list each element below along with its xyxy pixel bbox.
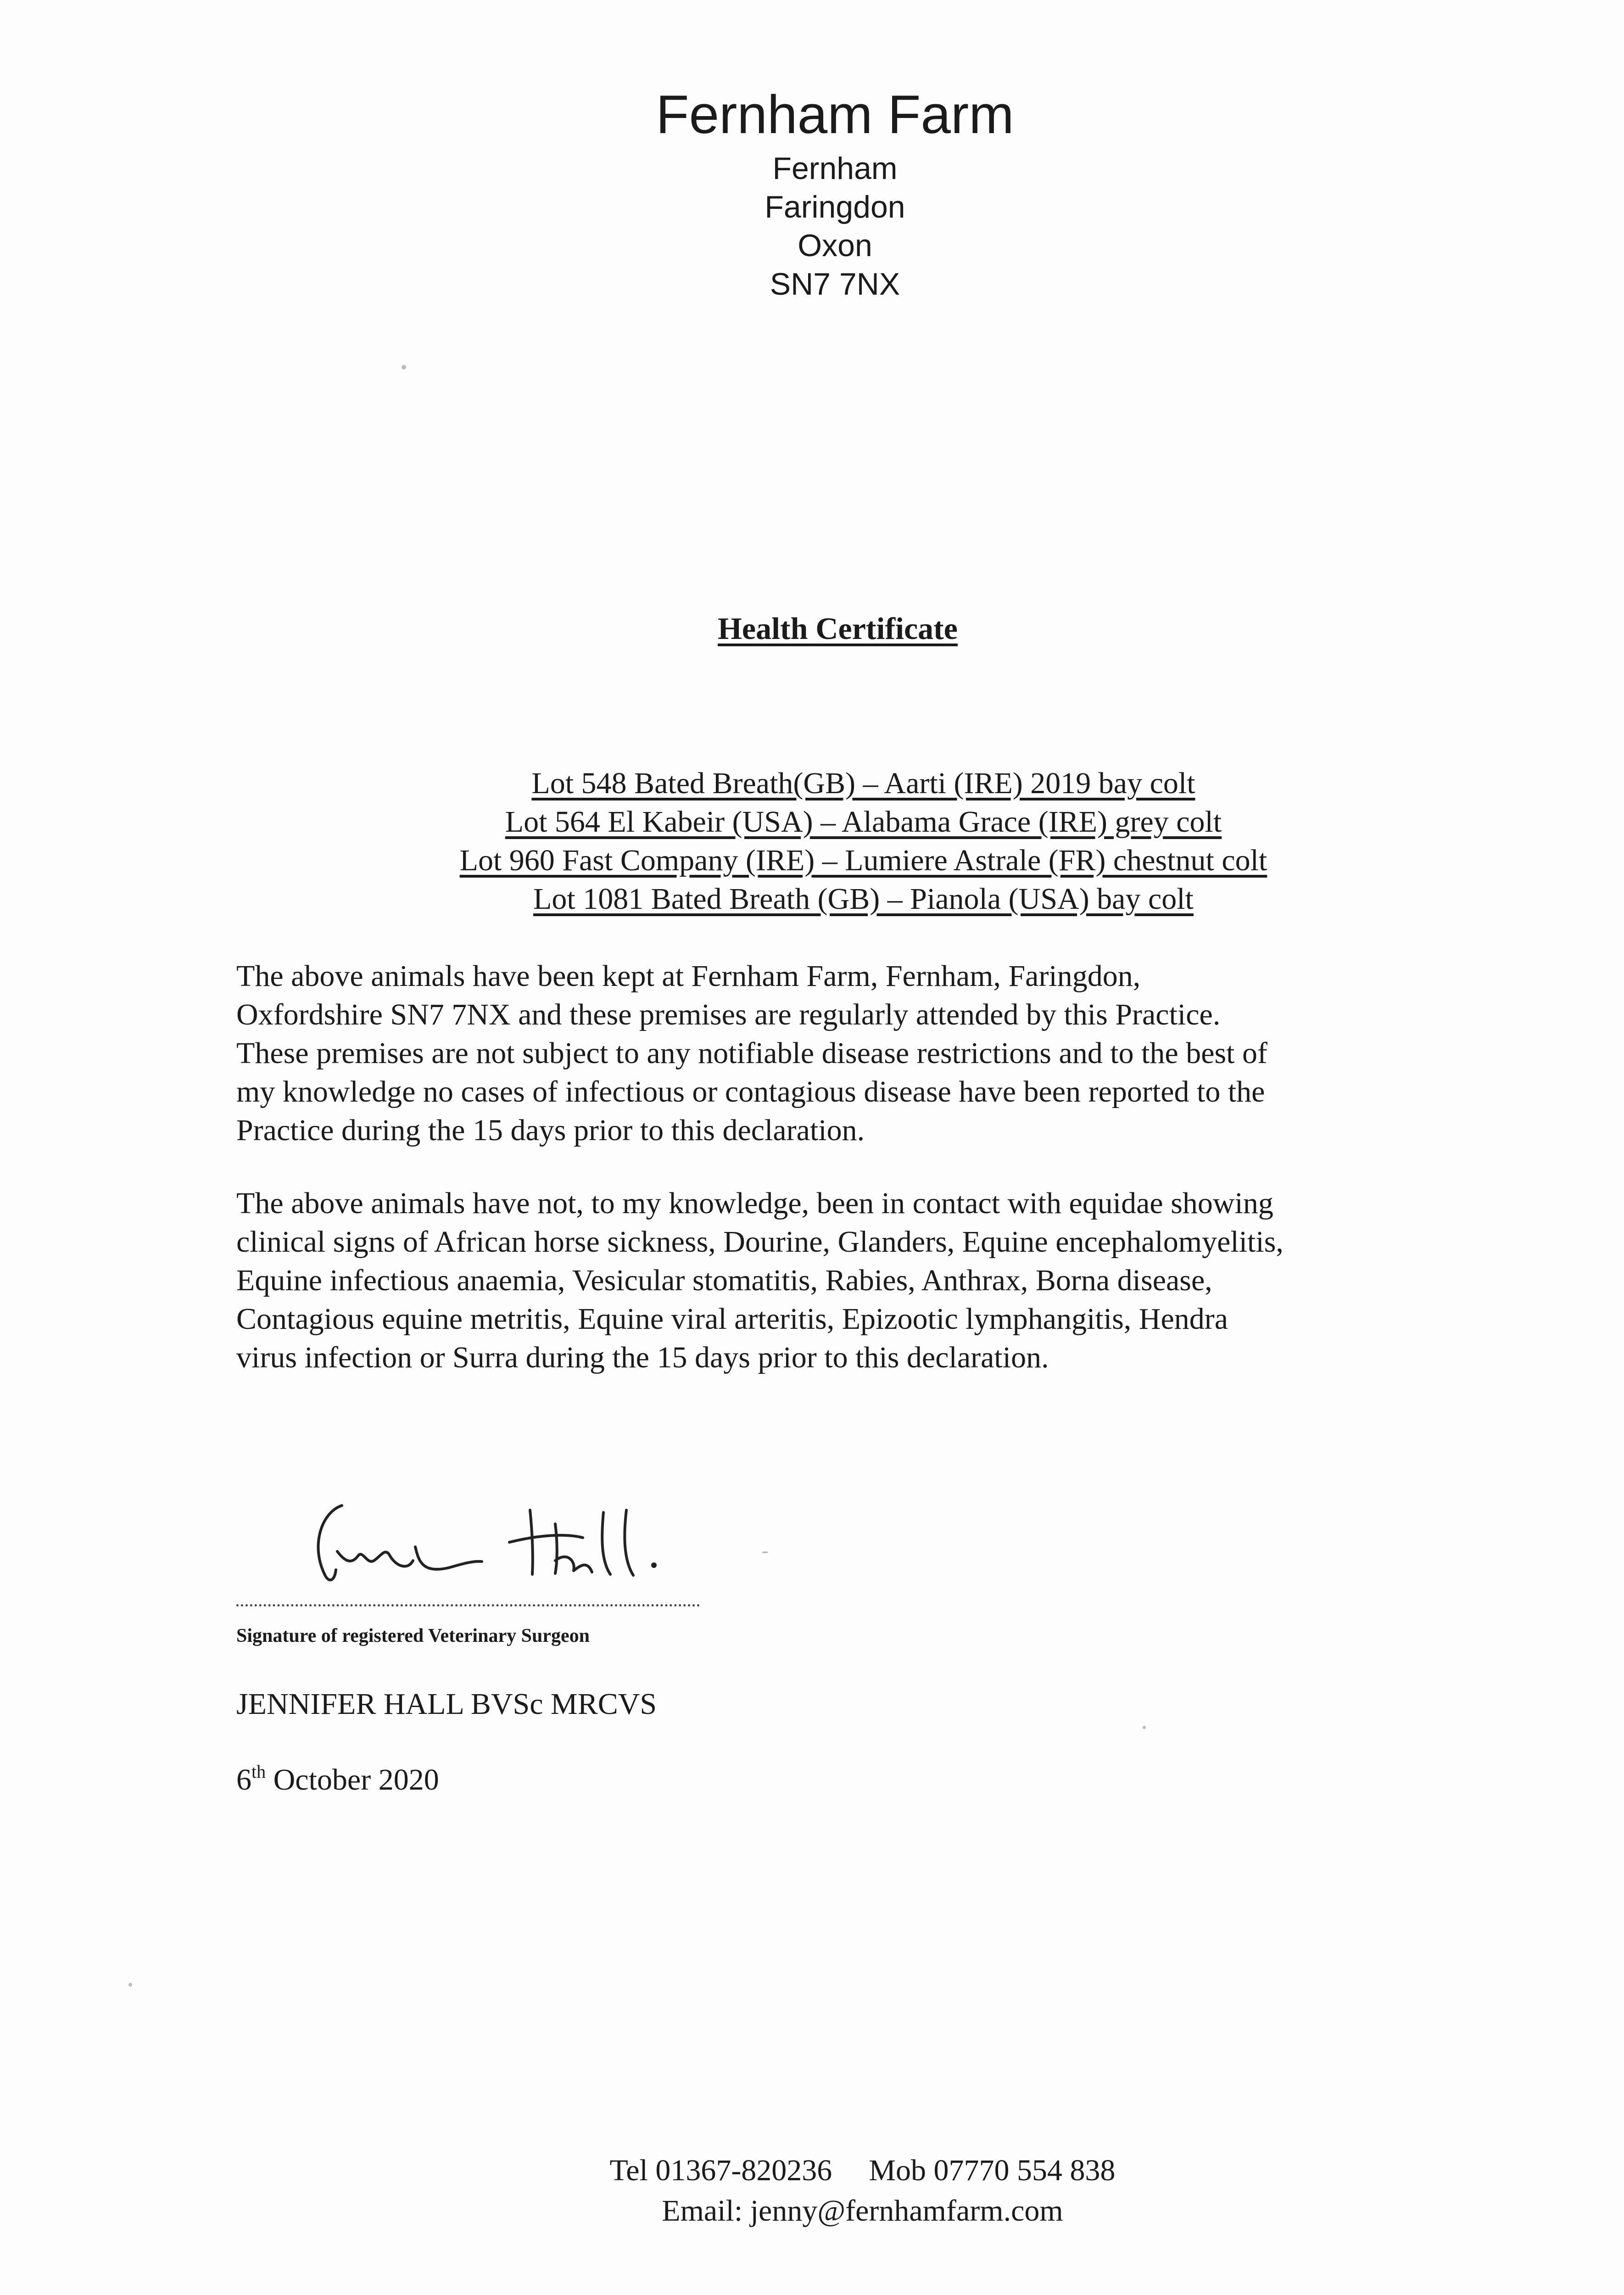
date-day: 6 xyxy=(236,1763,251,1797)
veterinary-surgeon-name: JENNIFER HALL BVSc MRCVS xyxy=(236,1687,657,1721)
paragraph-line: Oxfordshire SN7 7NX and these premises are regularly attended by this Practice. xyxy=(236,998,1221,1031)
date-suffix: th xyxy=(251,1761,266,1782)
contact-paragraph xyxy=(236,1184,1439,1377)
date-rest: October 2020 xyxy=(266,1763,439,1797)
scan-speck xyxy=(1143,1726,1146,1729)
lot-item: Lot 548 Bated Breath(GB) – Aarti (IRE) 2019 bay colt xyxy=(531,767,1195,800)
paragraph-line: The above animals have not, to my knowledge, been in contact with equidae showing xyxy=(236,1187,1273,1220)
lot-item: Lot 960 Fast Company (IRE) – Lumiere Astrale (FR) chestnut colt xyxy=(459,844,1267,877)
paragraph-line: The above animals have been kept at Fernham Farm, Fernham, Faringdon, xyxy=(236,959,1141,993)
contact-footer xyxy=(0,2150,1624,2231)
telephone-number: Tel 01367-820236 xyxy=(609,2154,832,2187)
certificate-date xyxy=(236,1763,439,1797)
lot-item: Lot 1081 Bated Breath (GB) – Pianola (USA) bay colt xyxy=(533,882,1194,916)
farm-name: Fernham Farm xyxy=(656,84,1014,145)
paragraph-line: Practice during the 15 days prior to this declaration. xyxy=(236,1114,865,1147)
scan-speck xyxy=(128,1983,132,1987)
lot-item: Lot 564 El Kabeir (USA) – Alabama Grace (IRE) grey colt xyxy=(505,805,1222,839)
letterhead xyxy=(0,80,1624,303)
address-line: Faringdon xyxy=(765,190,905,224)
mobile-number: Mob 07770 554 838 xyxy=(869,2154,1116,2187)
paragraph-line: These premises are not subject to any notifiable disease restrictions and to the best of xyxy=(236,1036,1267,1070)
signature-line xyxy=(236,1604,700,1606)
address-line: Oxon xyxy=(798,228,872,263)
paragraph-line: my knowledge no cases of infectious or contagious disease have been reported to the xyxy=(236,1075,1265,1108)
paragraph-line: virus infection or Surra during the 15 days prior to this declaration. xyxy=(236,1341,1049,1374)
certificate-title: Health Certificate xyxy=(718,611,958,646)
scan-speck xyxy=(402,365,406,369)
lot-list xyxy=(0,764,1624,918)
paragraph-line: Contagious equine metritis, Equine viral arteritis, Epizootic lymphangitis, Hendra xyxy=(236,1302,1228,1336)
paragraph-line: Equine infectious anaemia, Vesicular stomatitis, Rabies, Anthrax, Borna disease, xyxy=(236,1264,1212,1297)
scan-speck xyxy=(762,1551,768,1553)
email-address: Email: jenny@fernhamfarm.com xyxy=(662,2194,1063,2228)
address-line: SN7 7NX xyxy=(770,267,900,302)
paragraph-line: clinical signs of African horse sickness, Dourine, Glanders, Equine encephalomyelitis, xyxy=(236,1225,1284,1259)
signature-caption: Signature of registered Veterinary Surgeon xyxy=(236,1625,590,1646)
certificate-title-block xyxy=(0,610,1624,647)
premises-paragraph xyxy=(236,957,1439,1150)
handwritten-signature xyxy=(298,1492,711,1593)
address-line: Fernham xyxy=(772,151,898,186)
